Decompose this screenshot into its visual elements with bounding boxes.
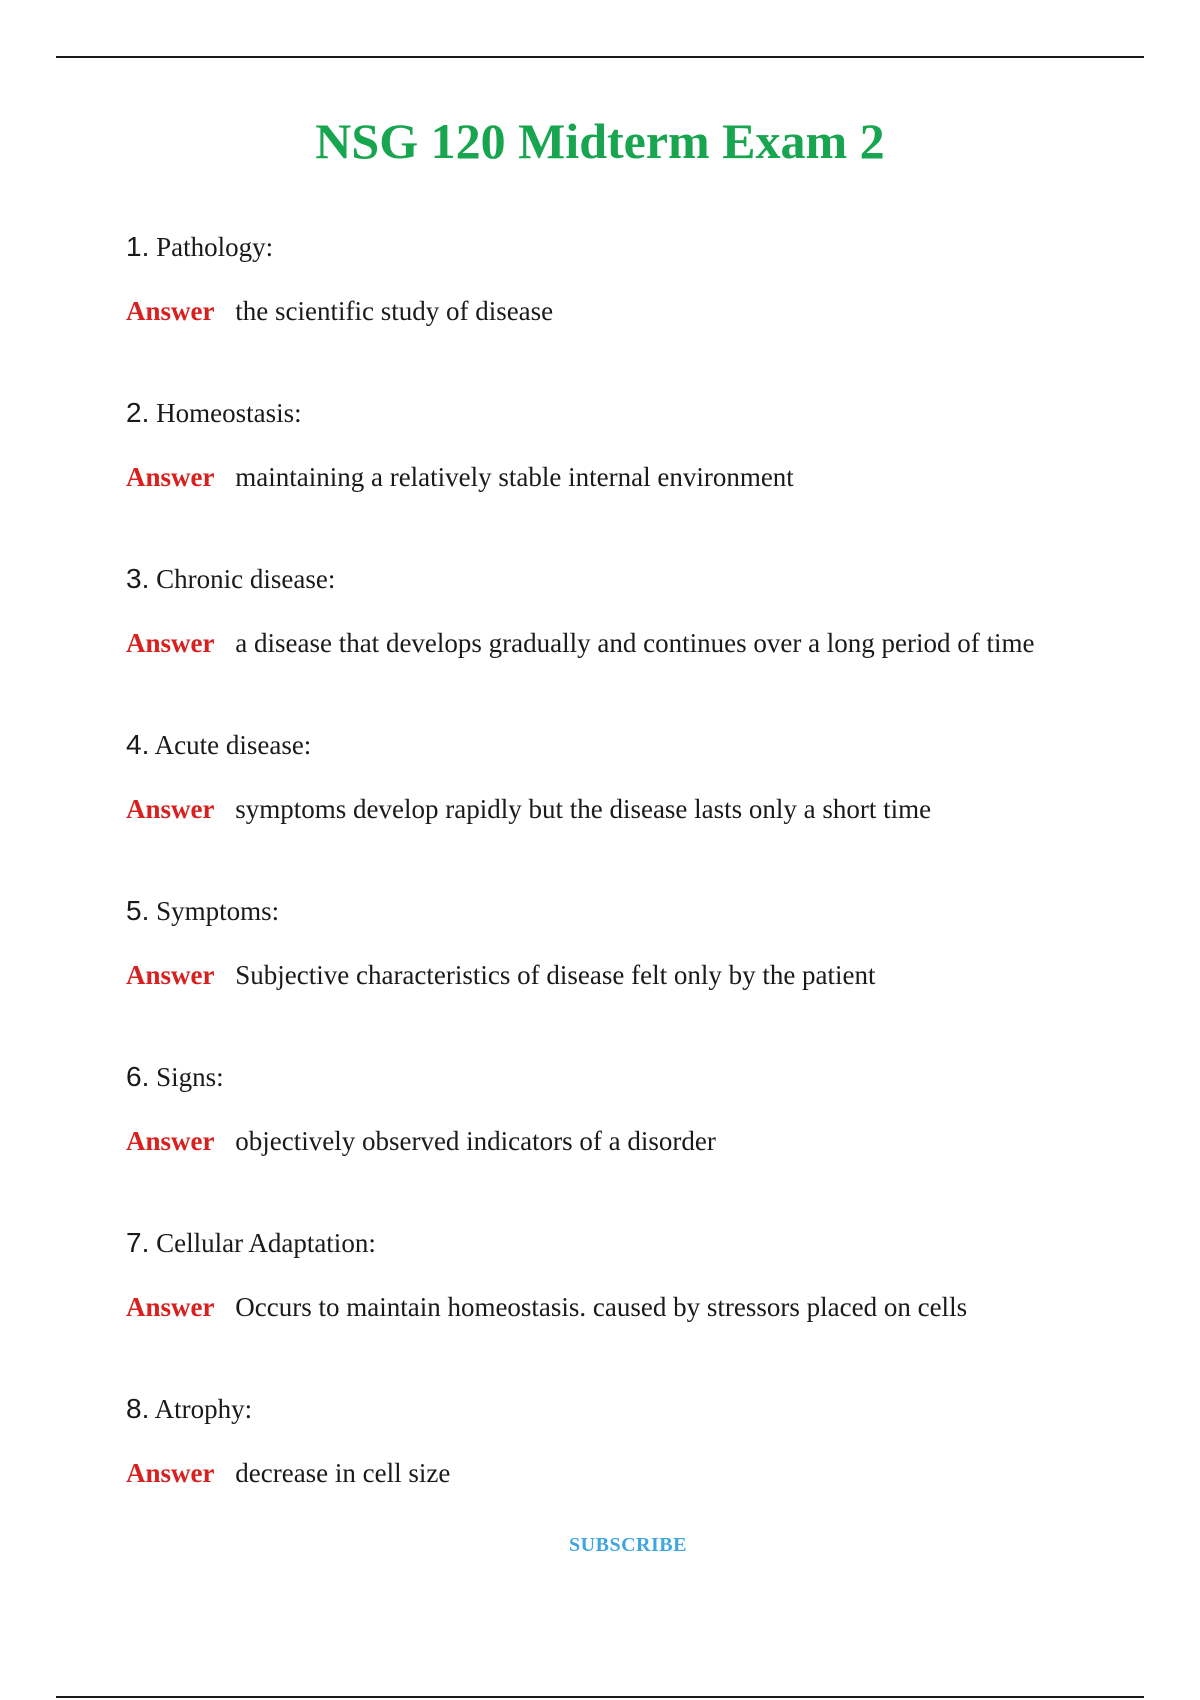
question-number: 3. [126,563,150,594]
question-number: 4. [126,729,150,760]
question [126,1228,1126,1258]
answer-label: Answer [126,794,215,824]
answer-text: decrease in cell size [235,1458,451,1488]
question-number: 8. [126,1393,150,1424]
answer [126,1458,1126,1488]
question [126,564,1126,594]
top-rule [56,56,1144,58]
answer [126,1292,1126,1322]
answer-label: Answer [126,628,215,658]
bottom-rule [56,1696,1144,1698]
question-number: 7. [126,1227,150,1258]
question [126,896,1126,926]
answer [126,462,1126,492]
question-text: Atrophy: [154,1394,253,1424]
question-text: Symptoms: [156,896,280,926]
question-text: Homeostasis: [156,398,302,428]
answer-label: Answer [126,296,215,326]
qa-item-4 [126,730,1126,896]
answer-label: Answer [126,960,215,990]
subscribe-link[interactable]: SUBSCRIBE [569,1534,687,1556]
qa-item-1 [126,232,1126,398]
answer [126,296,1126,326]
question-number: 2. [126,397,150,428]
question [126,730,1126,760]
question [126,398,1126,428]
question-number: 5. [126,895,150,926]
qa-item-2 [126,398,1126,564]
qa-item-6 [126,1062,1126,1228]
answer-text: symptoms develop rapidly but the disease lasts only a short time [235,794,932,824]
question [126,1062,1126,1092]
question [126,1394,1126,1424]
question-text: Pathology: [156,232,274,262]
answer-label: Answer [126,1292,215,1322]
question-number: 1. [126,231,150,262]
qa-item-3 [126,564,1126,730]
qa-list [126,232,1126,1560]
answer-text: the scientific study of disease [235,296,554,326]
answer [126,628,1126,658]
qa-item-5 [126,896,1126,1062]
answer [126,960,1126,990]
answer-label: Answer [126,1458,215,1488]
question-text: Acute disease: [154,730,312,760]
question-text: Chronic disease: [156,564,336,594]
answer-label: Answer [126,462,215,492]
answer-label: Answer [126,1126,215,1156]
answer [126,1126,1126,1156]
qa-item-7 [126,1228,1126,1394]
question-text: Signs: [156,1062,224,1092]
page-title: NSG 120 Midterm Exam 2 [315,113,885,169]
answer-text: Occurs to maintain homeostasis. caused by stressors placed on cells [235,1292,968,1322]
answer [126,794,1126,824]
question-text: Cellular Adaptation: [156,1228,376,1258]
answer-text: objectively observed indicators of a disorder [235,1126,716,1156]
question [126,232,1126,262]
question-number: 6. [126,1061,150,1092]
answer-text: maintaining a relatively stable internal environment [235,462,794,492]
answer-text: Subjective characteristics of disease felt only by the patient [235,960,876,990]
answer-text: a disease that develops gradually and continues over a long period of time [235,628,1035,658]
